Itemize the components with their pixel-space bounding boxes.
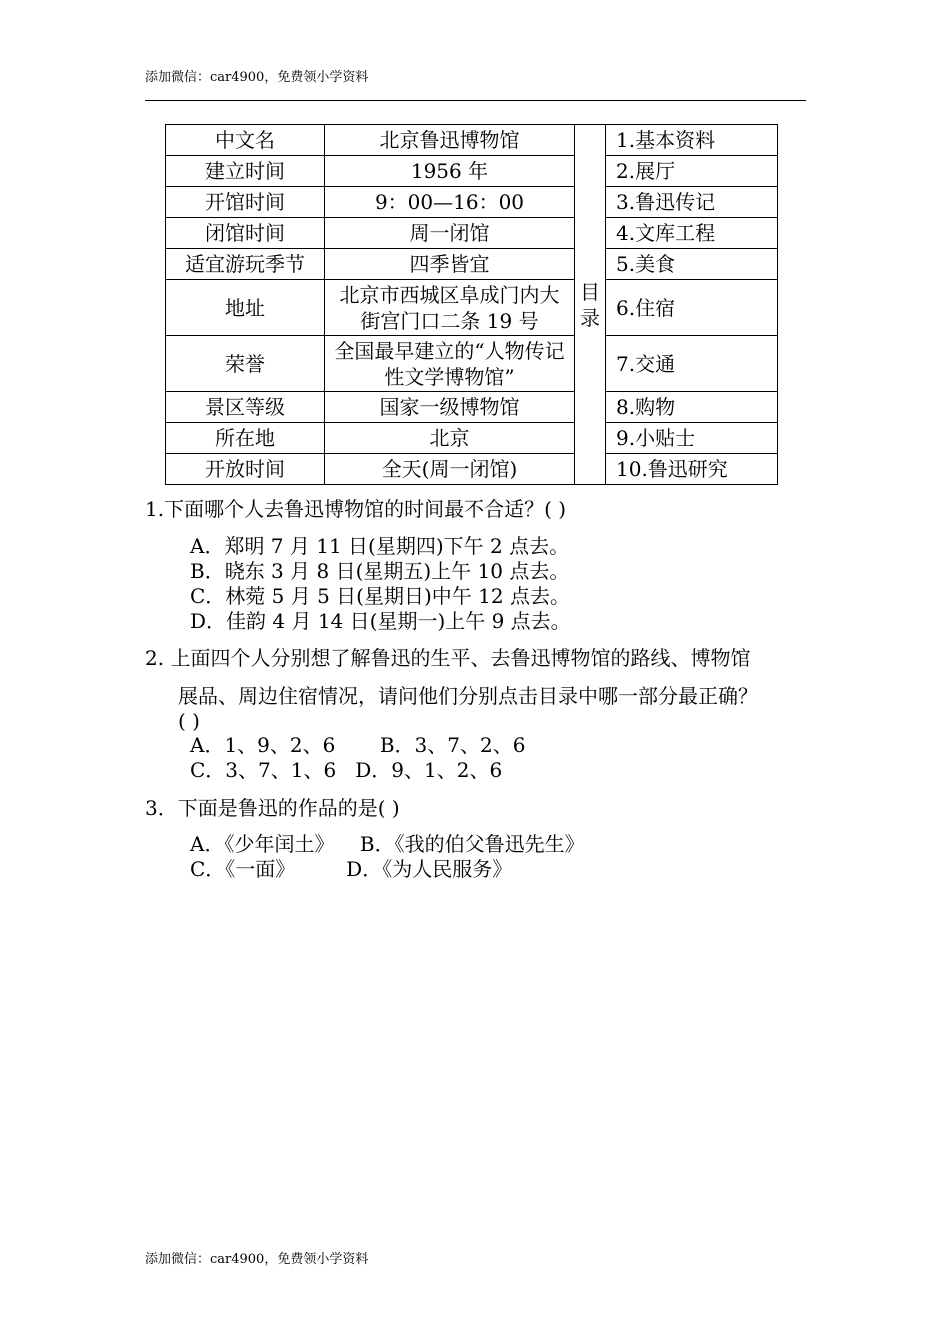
page-footer: 添加微信：car4900，免费领小学资料 xyxy=(145,1252,369,1267)
menu-item: 9.小贴士 xyxy=(606,423,778,454)
table-row xyxy=(166,218,778,249)
row-value: 全天(周一闭馆) xyxy=(325,454,575,485)
row-value: 四季皆宜 xyxy=(325,249,575,280)
menu-item: 6.住宿 xyxy=(606,280,778,336)
museum-info-table xyxy=(165,124,778,485)
question-1-options xyxy=(190,534,571,634)
row-value: 周一闭馆 xyxy=(325,218,575,249)
row-label: 闭馆时间 xyxy=(166,218,325,249)
row-label: 中文名 xyxy=(166,125,325,156)
menu-item: 2.展厅 xyxy=(606,156,778,187)
row-label: 地址 xyxy=(166,280,325,336)
table-row xyxy=(166,336,778,392)
menu-item: 3.鲁迅传记 xyxy=(606,187,778,218)
question-2-line-2: 展品、周边住宿情况，请问他们分别点击目录中哪一部分最正确？ xyxy=(178,684,758,708)
question-2-line-3: ( ) xyxy=(178,709,200,733)
table-row xyxy=(166,156,778,187)
option-row-cd: C．3、7、1、6 D．9、1、2、6 xyxy=(190,758,503,782)
menu-item: 7.交通 xyxy=(606,336,778,392)
option-row-ab: A．《少年闰土》 B．《我的伯父鲁迅先生》 xyxy=(190,832,585,856)
catalog-cell xyxy=(575,125,606,485)
menu-item: 1.基本资料 xyxy=(606,125,778,156)
menu-item: 8.购物 xyxy=(606,392,778,423)
question-2-options xyxy=(190,733,525,783)
option-row-cd: C．《一面》 D．《为人民服务》 xyxy=(190,857,513,881)
row-value: 全国最早建立的“人物传记性文学博物馆” xyxy=(325,336,575,392)
header-divider xyxy=(145,100,806,101)
table-row xyxy=(166,125,778,156)
question-3-options xyxy=(190,832,585,882)
question-1: 1.下面哪个人去鲁迅博物馆的时间最不合适？( ) xyxy=(145,497,567,521)
row-label: 景区等级 xyxy=(166,392,325,423)
row-label: 建立时间 xyxy=(166,156,325,187)
menu-item: 10.鲁迅研究 xyxy=(606,454,778,485)
table-row xyxy=(166,249,778,280)
row-value: 北京市西城区阜成门内大街宫门口二条 19 号 xyxy=(325,280,575,336)
row-label: 荣誉 xyxy=(166,336,325,392)
row-value: 国家一级博物馆 xyxy=(325,392,575,423)
row-label: 开馆时间 xyxy=(166,187,325,218)
option-row-ab: A．1、9、2、6 B．3、7、2、6 xyxy=(190,733,526,757)
row-value: 北京鲁迅博物馆 xyxy=(325,125,575,156)
row-label: 适宜游玩季节 xyxy=(166,249,325,280)
catalog-label: 目录 xyxy=(580,279,600,330)
menu-item: 5.美食 xyxy=(606,249,778,280)
row-label: 开放时间 xyxy=(166,454,325,485)
table-row xyxy=(166,392,778,423)
table-row xyxy=(166,454,778,485)
question-3: 3．下面是鲁迅的作品的是( ) xyxy=(145,796,400,820)
row-value: 9：00—16：00 xyxy=(325,187,575,218)
option-a: A．郑明 7 月 11 日(星期四)下午 2 点去。 xyxy=(190,534,570,558)
option-d: D．佳韵 4 月 14 日(星期一)上午 9 点去。 xyxy=(190,609,571,633)
row-value: 1956 年 xyxy=(325,156,575,187)
option-b: B．晓东 3 月 8 日(星期五)上午 10 点去。 xyxy=(190,559,570,583)
menu-item: 4.文库工程 xyxy=(606,218,778,249)
page-header: 添加微信：car4900，免费领小学资料 xyxy=(145,70,369,85)
question-2-line-1: 2. 上面四个人分别想了解鲁迅的生平、去鲁迅博物馆的路线、博物馆 xyxy=(145,646,751,670)
row-value: 北京 xyxy=(325,423,575,454)
table-row xyxy=(166,423,778,454)
option-c: C．林菀 5 月 5 日(星期日)中午 12 点去。 xyxy=(190,584,570,608)
table-row xyxy=(166,187,778,218)
table-row xyxy=(166,280,778,336)
row-label: 所在地 xyxy=(166,423,325,454)
